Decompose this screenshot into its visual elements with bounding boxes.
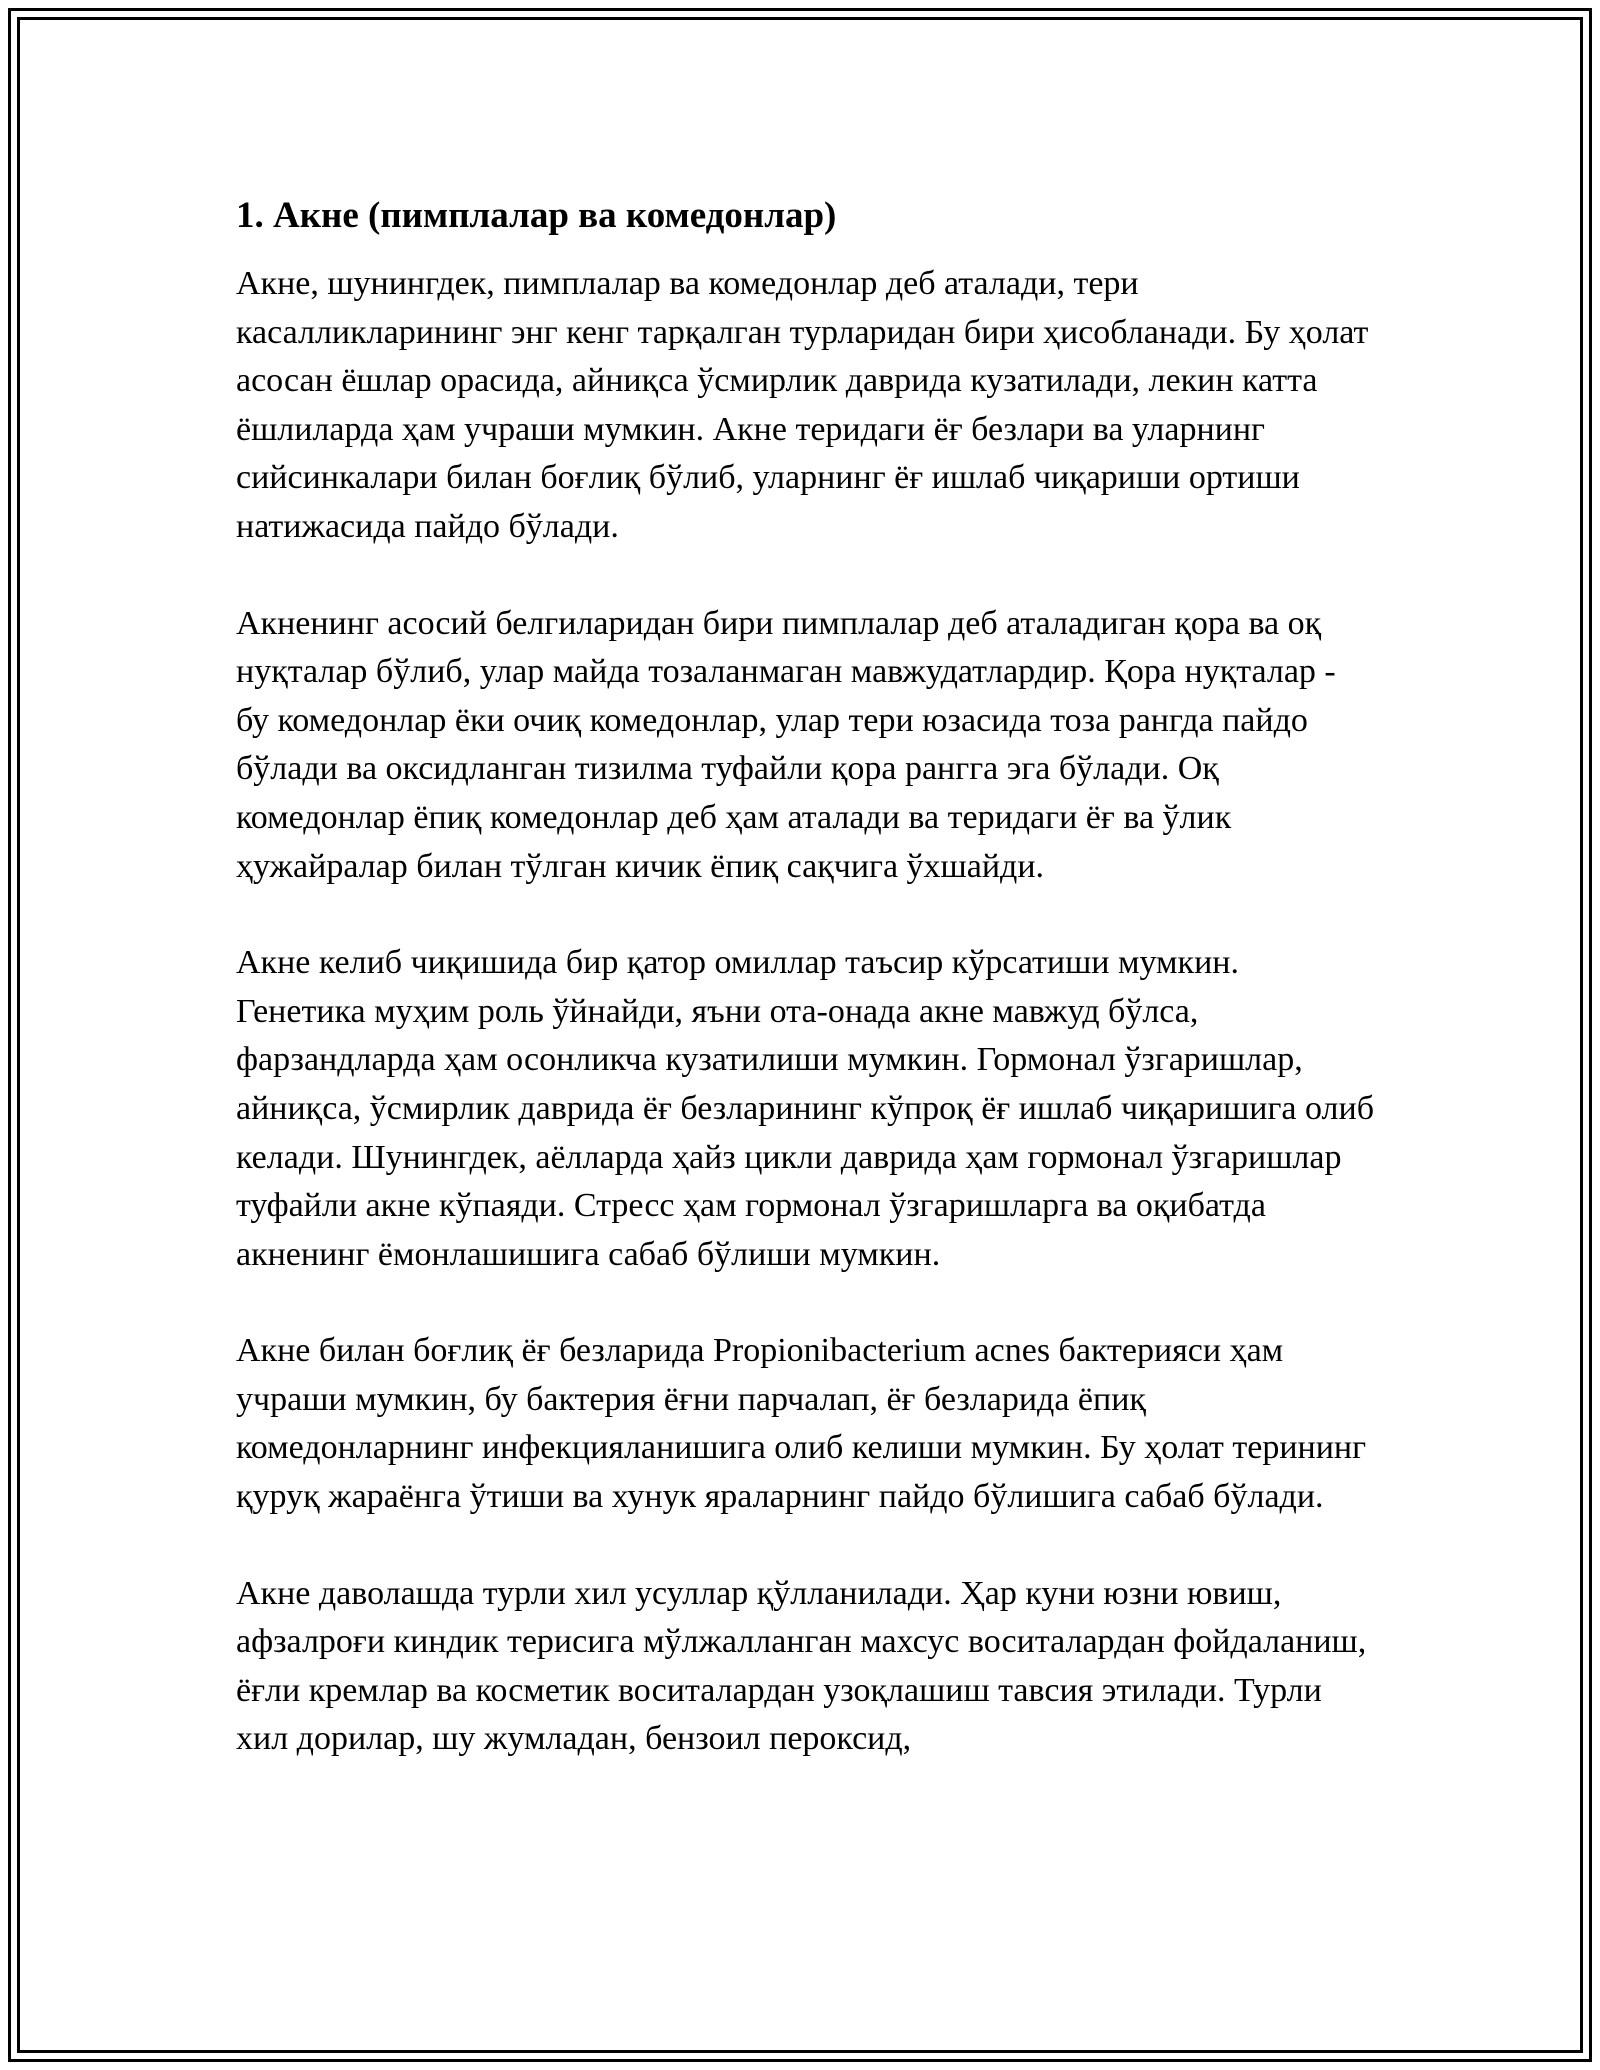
- paragraph-5: Акне даволашда турли хил усуллар қўлланилади. Ҳар куни юзни ювиш, афзалроғи киндик терисига мўлжалланган махсус воситалардан фойдаланиш, ёғли кремлар ва косметик воситалардан узоқлашиш тавсия этилади. Турли хил дорилар, шу жумладан, бензоил пероксид,: [236, 1574, 1367, 1758]
- paragraph-1: Акне, шунингдек, пимплалар ва комедонлар деб аталади, тери касалликларининг энг кенг тарқалган турларидан бири ҳисобланади. Бу ҳолат асосан ёшлар орасида, айниқса ўсмирлик даврида кузатилади, лекин катта ёшлиларда ҳам учраши мумкин. Акне теридаги ёғ безлари ва уларнинг сийсинкалари билан боғлиқ бўлиб, уларнинг ёғ ишлаб чиқариши ортиши натижасида пайдо бўлади.: [236, 265, 1369, 545]
- document-body: [236, 190, 1376, 1812]
- paragraph-4: Акне билан боғлиқ ёғ безларида Propionibacterium acnes бактерияси ҳам учраши мумкин, бу бактерия ёғни парчалап, ёғ безларида ёпиқ комедонларнинг инфекцияланишига олиб келиши мумкин. Бу ҳолат терининг қуруқ жараёнга ўтиши ва хунук яраларнинг пайдо бўлишига сабаб бўлади.: [236, 1332, 1367, 1516]
- paragraph-2: Акненинг асосий белгиларидан бири пимплалар деб аталадиган қора ва оқ нуқталар бўлиб, улар майда тозаланмаган мавжудатлардир. Қора нуқталар - бу комедонлар ёки очиқ комедонлар, улар тери юзасида тоза рангда пайдо бўлади ва оксидланган тизилма туфайли қора рангга эга бўлади. Оқ комедонлар ёпиқ комедонлар деб ҳам аталади ва теридаги ёғ ва ўлик ҳужайралар билан тўлган кичик ёпиқ сақчига ўхшайди.: [236, 604, 1336, 885]
- section-heading: 1. Акне (пимплалар ва комедонлар): [236, 195, 837, 236]
- paragraph-3: Акне келиб чиқишида бир қатор омиллар таъсир кўрсатиши мумкин. Генетика муҳим роль ўйнайди, яъни ота-онада акне мавжуд бўлса, фарзандларда ҳам осонликча кузатилиши мумкин. Гормонал ўзгаришлар, айниқса, ўсмирлик даврида ёғ безларининг кўпроқ ёғ ишлаб чиқаришига олиб келади. Шунингдек, аёлларда ҳайз цикли даврида ҳам гормонал ўзгаришлар туфайли акне кўпаяди. Стресс ҳам гормонал ўзгаришларга ва оқибатда акненинг ёмонлашишига сабаб бўлиши мумкин.: [236, 944, 1374, 1273]
